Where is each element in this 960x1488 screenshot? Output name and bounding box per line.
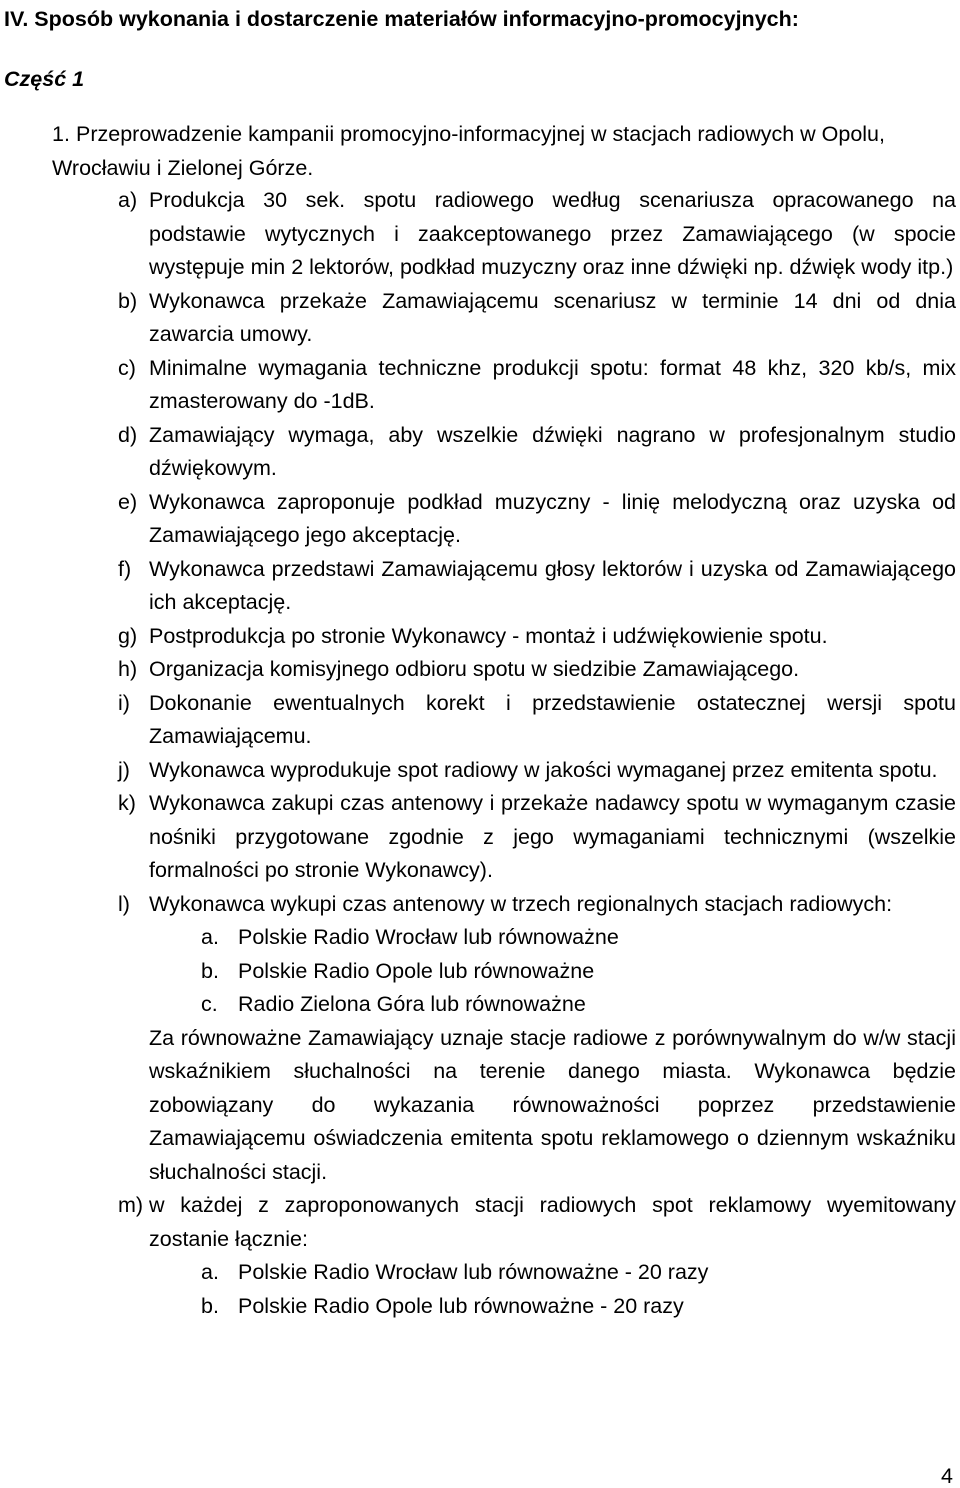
- list-item-d: [118, 419, 956, 486]
- item-label: a): [118, 188, 138, 212]
- list-item-g: [118, 620, 956, 654]
- item-label: b): [118, 288, 138, 313]
- item-label: m): [118, 1193, 144, 1217]
- item-text: Wykonawca przedstawi Zamawiającemu głosy lektorów i uzyska od Zamawiającego ich akceptację.: [149, 556, 956, 614]
- stations-list-l: [118, 921, 956, 1022]
- point-1-number: 1.: [52, 122, 70, 146]
- list-item-f: [118, 553, 956, 620]
- item-text: w każdej z zaproponowanych stacji radiowych spot reklamowy wyemitowany zostanie łącznie:: [149, 1193, 956, 1251]
- list-item-l: [118, 888, 956, 922]
- list-item-m: [118, 1189, 956, 1256]
- point-1-text: Przeprowadzenie kampanii promocyjno-informacyjnej w stacjach radiowych w Opolu, Wrocławiu i Zielonej Górze.: [52, 122, 885, 180]
- stations-list-m: [118, 1256, 956, 1323]
- station-label: c.: [201, 992, 218, 1016]
- section-heading: IV. Sposób wykonania i dostarczenie materiałów informacyjno-promocyjnych:: [4, 7, 799, 31]
- list-item-b: [118, 285, 956, 352]
- list-item-e: [118, 486, 956, 553]
- item-label: k): [118, 791, 136, 815]
- item-text: Wykonawca wyprodukuje spot radiowy w jakości wymaganej przez emitenta spotu.: [149, 757, 938, 782]
- item-label: j): [118, 757, 130, 782]
- item-label: i): [118, 690, 130, 715]
- item-text: Wykonawca zakupi czas antenowy i przekaże nadawcy spotu w wymaganym czasie nośniki przygotowane zgodnie z jego wymaganiami technicznymi (wszelkie formalności po stronie Wykonawcy).: [149, 791, 956, 882]
- item-label: l): [118, 891, 130, 916]
- station-text: Polskie Radio Wrocław lub równoważne - 20 razy: [238, 1260, 709, 1284]
- station-text: Radio Zielona Góra lub równoważne: [238, 992, 586, 1016]
- list-item-a: [118, 184, 956, 285]
- station-label: a.: [201, 1260, 219, 1284]
- item-label: h): [118, 657, 138, 681]
- station-item: [201, 1290, 956, 1324]
- page-number: 4: [941, 1464, 953, 1488]
- list-item-c: [118, 352, 956, 419]
- station-text: Polskie Radio Opole lub równoważne - 20 razy: [238, 1293, 684, 1318]
- station-item: [201, 921, 956, 955]
- item-text: Dokonanie ewentualnych korekt i przedstawienie ostatecznej wersji spotu Zamawiającemu.: [149, 690, 956, 748]
- requirements-list: [118, 184, 956, 1323]
- item-text: Wykonawca przekaże Zamawiającemu scenariusz w terminie 14 dni od dnia zawarcia umowy.: [149, 288, 956, 346]
- station-text: Polskie Radio Wrocław lub równoważne: [238, 925, 619, 949]
- station-label: a.: [201, 925, 219, 949]
- station-text: Polskie Radio Opole lub równoważne: [238, 958, 595, 983]
- item-text: Organizacja komisyjnego odbioru spotu w siedzibie Zamawiającego.: [149, 657, 800, 681]
- item-text: Minimalne wymagania techniczne produkcji spotu: format 48 khz, 320 kb/s, mix zmasterowany do -1dB.: [149, 355, 956, 413]
- item-text: Postprodukcja po stronie Wykonawcy - montaż i udźwiękowienie spotu.: [149, 623, 828, 648]
- item-text: Wykonawca wykupi czas antenowy w trzech regionalnych stacjach radiowych:: [149, 891, 893, 916]
- list-item-h: [118, 653, 956, 687]
- item-label: e): [118, 489, 138, 514]
- list-item-j: [118, 754, 956, 788]
- note-text: Za równoważne Zamawiający uznaje stacje radiowe z porównywalnym do w/w stacji wskaźnikiem słuchalności na terenie danego miasta. Wykonawca będzie zobowiązany do wykazania równoważności poprzez przedstawienie Zamawiającemu oświadczenia emitenta spotu reklamowego o dziennym wskaźniku słuchalności stacji.: [149, 1025, 956, 1184]
- station-item: [201, 1256, 956, 1290]
- station-label: b.: [201, 1293, 219, 1318]
- list-item-k: [118, 787, 956, 888]
- item-label: g): [118, 623, 138, 648]
- list-item-i: [118, 687, 956, 754]
- station-item: [201, 955, 956, 989]
- point-1: [52, 118, 955, 185]
- item-label: d): [118, 422, 138, 447]
- equivalence-note: [118, 1022, 956, 1190]
- item-text: Wykonawca zaproponuje podkład muzyczny - linię melodyczną oraz uzyska od Zamawiającego jego akceptację.: [149, 489, 956, 547]
- item-text: Produkcja 30 sek. spotu radiowego według scenariusza opracowanego na podstawie wytycznych i zaakceptowanego przez Zamawiającego (w spocie występuje min 2 lektorów, podkład muzyczny oraz inne dźwięki np. dźwięk wody itp.): [149, 188, 956, 279]
- part-heading: Część 1: [4, 67, 85, 91]
- item-label: c): [118, 355, 136, 380]
- item-label: f): [118, 556, 132, 581]
- item-text: Zamawiający wymaga, aby wszelkie dźwięki nagrano w profesjonalnym studio dźwiękowym.: [149, 422, 956, 480]
- station-label: b.: [201, 958, 219, 983]
- station-item: [201, 988, 956, 1022]
